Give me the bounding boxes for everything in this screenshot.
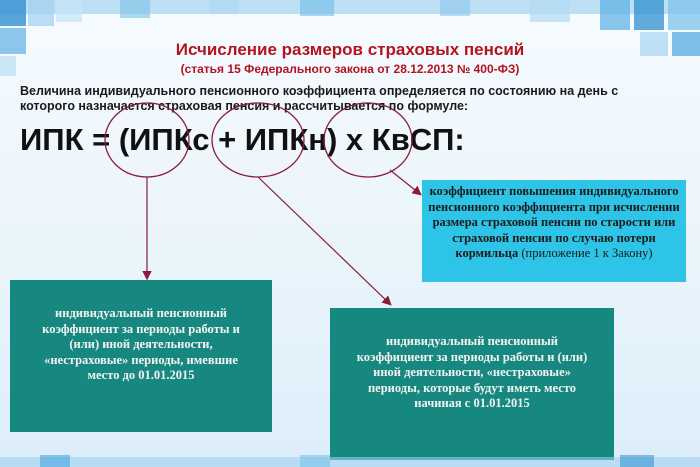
kvsp-circle (324, 103, 412, 177)
kvsp-description: коэффициент повышения индивидуального пенсионного коэффициента при исчислении размера страховой пенсии по старости или страховой пенсии по случаю потери кормильца (428, 184, 680, 260)
formula: ИПК = (ИПКс + ИПКн) х КвСП: (20, 122, 465, 157)
ipkc-description: индивидуальный пенсионный коэффициент за периоды работы и (или) иной деятельности, «нестраховые» периоды, имевшие место до 01.01.2015 (42, 306, 240, 382)
decorative-bottom-strip (0, 453, 700, 467)
kvsp-arrow (390, 170, 420, 194)
kvsp-description-box (422, 180, 686, 282)
ipkn-arrow (258, 177, 390, 304)
slide-title: Исчисление размеров страховых пенсий (175, 40, 525, 59)
ipkn-description-box (330, 308, 614, 460)
slide-subtitle: (статья 15 Федерального закона от 28.12.2013 № 400-ФЗ) (180, 62, 520, 76)
ipkc-circle (105, 103, 189, 177)
ipkn-circle (212, 103, 304, 177)
kvsp-reference-note: (приложение 1 к Закону) (518, 246, 653, 260)
ipkc-description-box (10, 280, 272, 432)
intro-text: Величина индивидуального пенсионного коэффициента определяется по состоянию на день с которого назначается страховая пенсия и рассчитывается по формуле: (20, 84, 619, 113)
ipkn-description: индивидуальный пенсионный коэффициент за периоды работы и (или) иной деятельности, «нестраховые» периоды, которые будут иметь место начиная с 01.01.2015 (356, 334, 588, 410)
